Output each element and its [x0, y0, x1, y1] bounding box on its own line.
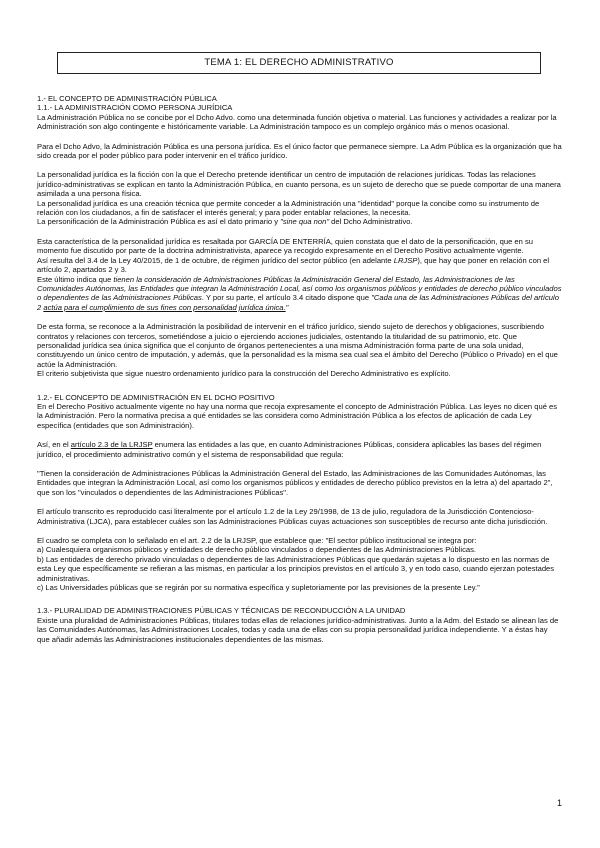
quote-paragraph: "Tienen la consideración de Administraciones Públicas la Administración General del Estado, las Administraciones de las Comunidades Autónomas, las Entidades que integran la Administración Local, así como los organismos públicos y entidades de derecho público previstos en la letra a) del apartado 2", que son los "vinculados o dependientes de las Administraciones Públicas". [37, 469, 553, 497]
paragraph: Esta característica de la personalidad jurídica es resaltada por GARCÍA DE ENTERRÍA, quien constata que el dato de la personificación, que en su momento fue discutido por parte de la doctrina administrativista, aparece ya recogido expresamente en el Derecho Positivo actualmente vigente. [37, 236, 533, 256]
paragraph: La personalidad jurídica es una creación técnica que permite conceder a la Administración una "identidad" porque la concibe como su instrumento de relación con los ciudadanos, a fin de satisfacer el interés general; y para poder entablar relaciones, la necesita. [37, 198, 540, 218]
list-item: a) Cualesquiera organismos públicos y entidades de derecho público vinculados o dependientes de las Administraciones Públicas. [37, 545, 477, 555]
paragraph: Para el Dcho Advo, la Administración Pública es una persona jurídica. Es el único factor que permanece siempre. La Adm Pública es la organización que ha sido creada por el poder público para poder intervenir en el tráfico jurídico. [37, 141, 562, 161]
paragraph: La personificación de la Administración Pública es así el dato primario y "sine qua non" del Dcho Administrativo. [37, 217, 413, 227]
list-item: b) Las entidades de derecho privado vinculadas o dependientes de las Administraciones Públicas que quedarán sujetas a lo dispuesto en las normas de esta Ley que específicamente se refieran a las mismas, en particular a los principios previstos en el artículo 3, y en todo caso, cuando ejerzan potestades administrativas. [37, 554, 555, 583]
paragraph: El cuadro se completa con lo señalado en el art. 2.2 de la LRJSP, que establece que: "El sector público institucional se integra por: [37, 536, 477, 546]
paragraph: El artículo transcrito es reproducido casi literalmente por el artículo 1.2 de la Ley 29/1998, de 13 de julio, reguladora de la Jurisdicción Contencioso- Administrativa (LJCA), para establecer cuáles son las Administraciones Públicas cuyas actuaciones son susceptibles de recurso ante dicha jurisdicción. [37, 507, 548, 526]
subsection-heading: 1.1.- LA ADMINISTRACIÓN COMO PERSONA JURÍDICA [37, 103, 233, 113]
law-reference-link: artículo 2.3 de la LRJSP [70, 440, 153, 450]
page-title: TEMA 1: EL DERECHO ADMINISTRATIVO [57, 52, 541, 74]
document-body [37, 94, 562, 644]
paragraph: Así, en el artículo 2.3 de la LRJSP enumera las entidades a las que, en cuanto Administraciones Públicas, considera aplicables las bases del régimen jurídico, el procedimiento administrativo común y el sistema de responsabilidad que regula: [37, 440, 542, 459]
list-item: c) Las Universidades públicas que se regirán por su normativa específica y supletoriamente por las previsiones de la presente Ley." [37, 583, 480, 593]
paragraph: El criterio subjetivista que sigue nuestro ordenamiento jurídico para la construcción del Derecho Administrativo es explícito. [37, 369, 451, 379]
subsection-heading: 1.2.- EL CONCEPTO DE ADMINISTRACIÓN EN EL DCHO POSITIVO [37, 392, 275, 402]
paragraph: Este último indica que tienen la consideración de Administraciones Públicas la Administración General del Estado, las Administraciones de las Comunidades Autónomas, las Entidades que integran la Administración Local, así como los organismos públicos y entidades de derecho público vinculados o dependientes de las Administraciones Públicas. Y por su parte, el artículo 3.4 citado dispone que "Cada una de las Administraciones Públicas del artículo 2 actúa para el cumplimiento de sus fines con personalidad jurídica única." [37, 274, 562, 312]
paragraph: De esta forma, se reconoce a la Administración la posibilidad de intervenir en el tráfico jurídico, siendo sujeto de derechos y obligaciones, suscribiendo contratos y relaciones con terceros, sometiéndose a juicio o ejerciendo acciones judiciales, ostentando la titularidad de su patrimonio, etc. Que personalidad jurídica sea única significa que el conjunto de órganos pertenecientes a una misma Administración forma parte de una sola unidad, constituyendo un único centro de imputación, y además, que la personalidad es la misma sea cual sea el ámbito del Derecho (Público o Privado) en el que actúe la Administración. [37, 322, 558, 369]
subsection-heading: 1.3.- PLURALIDAD DE ADMINISTRACIONES PÚBLICAS Y TÉCNICAS DE RECONDUCCIÓN A LA UNIDAD [37, 606, 406, 616]
paragraph: En el Derecho Positivo actualmente vigente no hay una norma que recoja expresamente el concepto de Administración Pública. Las leyes no dicen qué es la Administración. Pero la normativa precisa a qué entidades se las considera como Administración Pública a los efectos de aplicación de cada Ley específica (entidades que son Administración). [37, 401, 558, 430]
section-heading: 1.- EL CONCEPTO DE ADMINISTRACIÓN PÚBLICA [37, 94, 217, 103]
page-number: 1 [556, 798, 562, 808]
paragraph: Existe una pluralidad de Administraciones Públicas, titulares todas ellas de relaciones jurídico-administrativas. Junto a la Adm. del Estado se alinean las de las Comunidades Autónomas, las Administraciones Locales, todas y cada una de ellas con su propia personalidad jurídica independiente. Y a éstas hay que añadir además las Administraciones institucionales dependientes de las mismas. [37, 615, 559, 644]
paragraph: Así resulta del 3.4 de la Ley 40/2015, de 1 de octubre, de régimen jurídico del sector público (en adelante LRJSP), que hay que poner en relación con el artículo 2, apartados 2 y 3. [37, 255, 550, 275]
paragraph: La personalidad jurídica es la ficción con la que el Derecho pretende identificar un centro de imputación de relaciones jurídicas. Todas las relaciones jurídico-administrativas se explican en tanto la Administración Pública, en cuanto persona, es un sujeto de derecho que se puede comportar de una manera asimilada a una persona física. [37, 170, 561, 199]
paragraph: La Administración Pública no se concibe por el Dcho Advo. como una determinada función objetiva o material. Las funciones y actividades a realizar por la Administración son algo contingente e históricamente variable. La Administración tampoco es un complejo orgánico más o menos ocasional. [37, 112, 557, 132]
